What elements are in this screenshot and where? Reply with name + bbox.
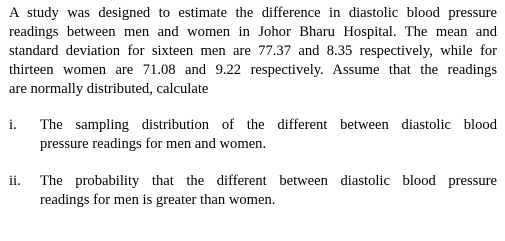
item-text [40,172,497,210]
intro-line: A study was designed to estimate the difference in diastolic blood pressure [9,5,497,21]
intro-line: thirteen women are 71.08 and 9.22 respectively. Assume that the readings [9,62,497,78]
item-number: i. [9,117,17,133]
intro-line: standard deviation for sixteen men are 77.37 and 8.35 respectively, while for [9,43,497,59]
intro-line: are normally distributed, calculate [9,81,209,97]
question-document [9,4,497,228]
item-line: pressure readings for men and women. [40,136,267,152]
item-line: The sampling distribution of the different between diastolic blood [40,117,497,133]
item-line: The probability that the different between diastolic blood pressure [40,173,497,189]
item-line: readings for men is greater than women. [40,192,276,208]
item-text [40,116,497,154]
intro-line: readings between men and women in Johor Bharu Hospital. The mean and [9,24,497,40]
question-item-ii [9,172,497,210]
item-number: ii. [9,173,21,189]
intro-paragraph [9,4,497,99]
question-list [9,116,497,210]
question-item-i [9,116,497,154]
